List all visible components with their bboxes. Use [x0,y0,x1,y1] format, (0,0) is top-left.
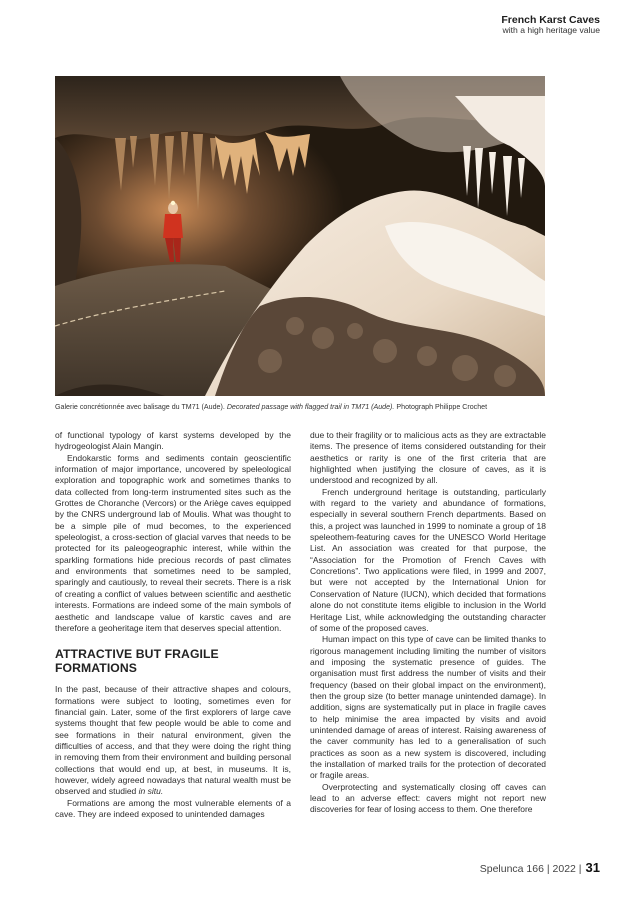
caption-french: Galerie concrétionnée avec balisage du TM71 (Aude). [55,403,225,411]
header-title: French Karst Caves [501,14,600,26]
left-column [55,430,291,820]
page-number: 31 [585,860,600,875]
header-subtitle: with a high heritage value [502,25,600,36]
left-paragraph-1: of functional typology of karst systems developed by the hydrogeologist Alain Mangin. [55,430,291,452]
right-paragraph-3: Human impact on this type of cave can be limited thanks to rigorous management including limiting the number of visitors and imposing the systematic presence of guides. The organisation must first address the number of visits and their frequency (based on their global impact on the environment), then the group size (to better manage unintended damage). In addition, signs are systematically put in place in fragile caves to help minimise the area impacted by visits and avoid unintended damage of areas of interest. Raising awareness of the caver community has led to a generalisation of such practices as soon as a new system is discovered, including the installation of marked trails for the protection of decorated or fragile areas. [310,634,546,781]
left-paragraph-4: Formations are among the most vulnerable elements of a cave. They are indeed exposed to unintended damages [55,797,291,819]
right-paragraph-2: French underground heritage is outstanding, particularly with regard to the variety and abundance of formations, especially in several southern French departments. Based on this, a project was launched in 1999 to nominate a group of 18 speleothem-featuring caves for the UNESCO World Heritage List. An association was created for that purpose, the “Association for the Promotion of French Caves with Concretions”. Two applications were filed, in 1999 and 2007, but were not accepted by the International Union for Conservation of Nature (IUCN), which decided that formations alone do not constitute items eligible to inclusion in the World Heritage List, while acknowledging the outstanding character of some of the proposed caves. [310,486,546,633]
right-paragraph-1: due to their fragility or to malicious acts as they are extractable items. The presence of items considered outstanding for their aesthetics or rarity is one of the first criteria that are highlighted when justifying the closure of caves, as it is understood and recognized by all. [310,430,546,486]
running-header [501,15,600,35]
left-paragraph-3-text: In the past, because of their attractive shapes and colours, formations were subject to looting, sometimes even for financial gain. Later, some of the first explorers of large cave systems thought that few people would be able to come and see formations in their natural environment, given the difficulties of access, and that they were doing the right thing in removing them from their environment and building personal collections that would end up, at best, in museums. It is, however, widely agreed nowadays that natural wealth must be observed and studied [55,684,291,797]
right-column [310,430,546,816]
journal-issue: Spelunca 166 | 2022 | [479,863,582,875]
left-paragraph-2: Endokarstic forms and sediments contain geoscientific information of major importance, uncovered by speleological exploration and topographic work and sometimes thanks to data collected from long-term instrumented sites such as the Grottes de Choranche (Vercors) or the Ariège caves equipped by the CNRS underground lab of Moulis. What was thought to be a simple pile of mud becomes, to the experienced speleologist, a cross-section of glacial varves that needs to be protected for its paleogeographic interest, while within the sparkling formations hide precious records of past climates and environments that sometimes need to be sampled, sparingly and cautiously, to reveal their secrets. There is a risk of creating a conflict of values between scientific and aesthetic interests. Formations are indeed some of the main symbols of aesthetic and landscape value of karstic caves and are therefore a geoheritage item that deserves special attention. [55,452,291,633]
in-situ-emphasis: in situ. [138,786,164,797]
cave-photograph [55,76,545,396]
right-paragraph-4: Overprotecting and systematically closing off caves can lead to an adverse effect: cavers might not report new discoveries for fear of losing access to them. One therefore [310,781,546,815]
figure-caption [55,403,555,411]
caption-english: Decorated passage with flagged trail in TM71 (Aude). [226,403,395,411]
page-footer [480,860,600,875]
left-paragraph-3 [55,684,291,797]
section-heading: ATTRACTIVE BUT FRAGILE FORMATIONS [55,647,219,676]
photo-credit: Photograph Philippe Crochet [396,403,488,411]
